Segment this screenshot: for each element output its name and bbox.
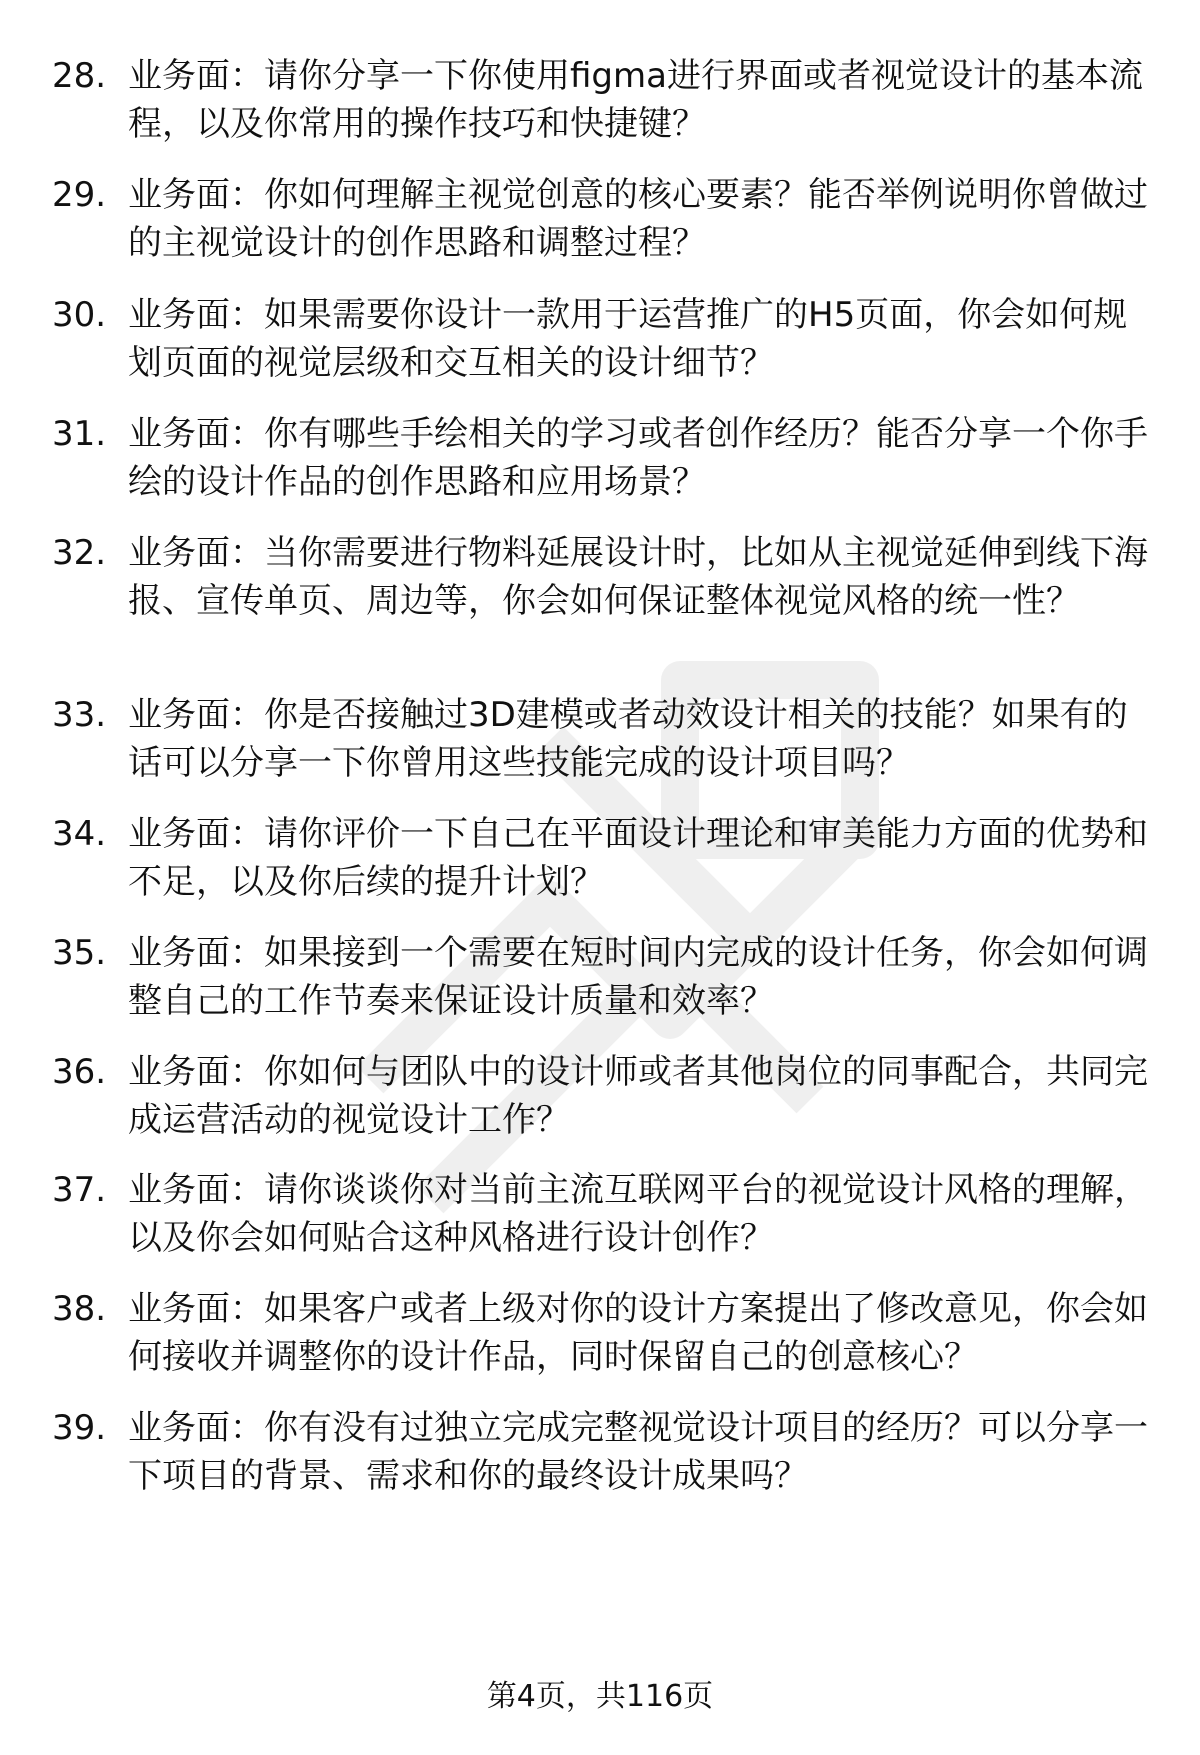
question-number: 35. xyxy=(52,933,107,973)
question-text: 业务面：你如何理解主视觉创意的核心要素？能否举例说明你曾做过的主视觉设计的创作思路和调整过程？ xyxy=(128,175,1148,263)
question-text: 业务面：你有没有过独立完成完整视觉设计项目的经历？可以分享一下项目的背景、需求和你的最终设计成果吗？ xyxy=(128,1408,1148,1496)
question-text: 业务面：请你谈谈你对当前主流互联网平台的视觉设计风格的理解，以及你会如何贴合这种风格进行设计创作？ xyxy=(128,1170,1148,1258)
question-text: 业务面：你如何与团队中的设计师或者其他岗位的同事配合，共同完成运营活动的视觉设计工作？ xyxy=(128,1052,1148,1140)
question-number: 31. xyxy=(52,414,107,454)
question-number: 32. xyxy=(52,533,107,573)
question-number: 37. xyxy=(52,1170,107,1210)
question-text: 业务面：请你评价一下自己在平面设计理论和审美能力方面的优势和不足，以及你后续的提升计划？ xyxy=(128,814,1148,902)
question-number: 34. xyxy=(52,814,107,854)
question-number: 33. xyxy=(52,695,107,735)
question-text: 业务面：当你需要进行物料延展设计时，比如从主视觉延伸到线下海报、宣传单页、周边等，你会如何保证整体视觉风格的统一性？ xyxy=(128,533,1148,621)
question-text: 业务面：你有哪些手绘相关的学习或者创作经历？能否分享一个你手绘的设计作品的创作思路和应用场景？ xyxy=(128,414,1148,502)
question-number: 29. xyxy=(52,175,107,215)
question-text: 业务面：如果客户或者上级对你的设计方案提出了修改意见，你会如何接收并调整你的设计作品，同时保留自己的创意核心？ xyxy=(128,1289,1148,1377)
question-text: 业务面：如果接到一个需要在短时间内完成的设计任务，你会如何调整自己的工作节奏来保证设计质量和效率？ xyxy=(128,933,1148,1021)
question-text: 业务面：如果需要你设计一款用于运营推广的H5页面，你会如何规划页面的视觉层级和交互相关的设计细节？ xyxy=(128,295,1128,383)
question-number: 38. xyxy=(52,1289,107,1329)
question-number: 36. xyxy=(52,1052,107,1092)
question-text: 业务面：你是否接触过3D建模或者动效设计相关的技能？如果有的话可以分享一下你曾用这些技能完成的设计项目吗？ xyxy=(128,695,1128,783)
page-footer: 第4页，共116页 xyxy=(486,1679,714,1714)
question-number: 30. xyxy=(52,295,107,335)
question-number: 39. xyxy=(52,1408,107,1448)
question-number: 28. xyxy=(52,56,107,96)
question-text: 业务面：请你分享一下你使用figma进行界面或者视觉设计的基本流程，以及你常用的操作技巧和快捷键？ xyxy=(128,56,1143,144)
